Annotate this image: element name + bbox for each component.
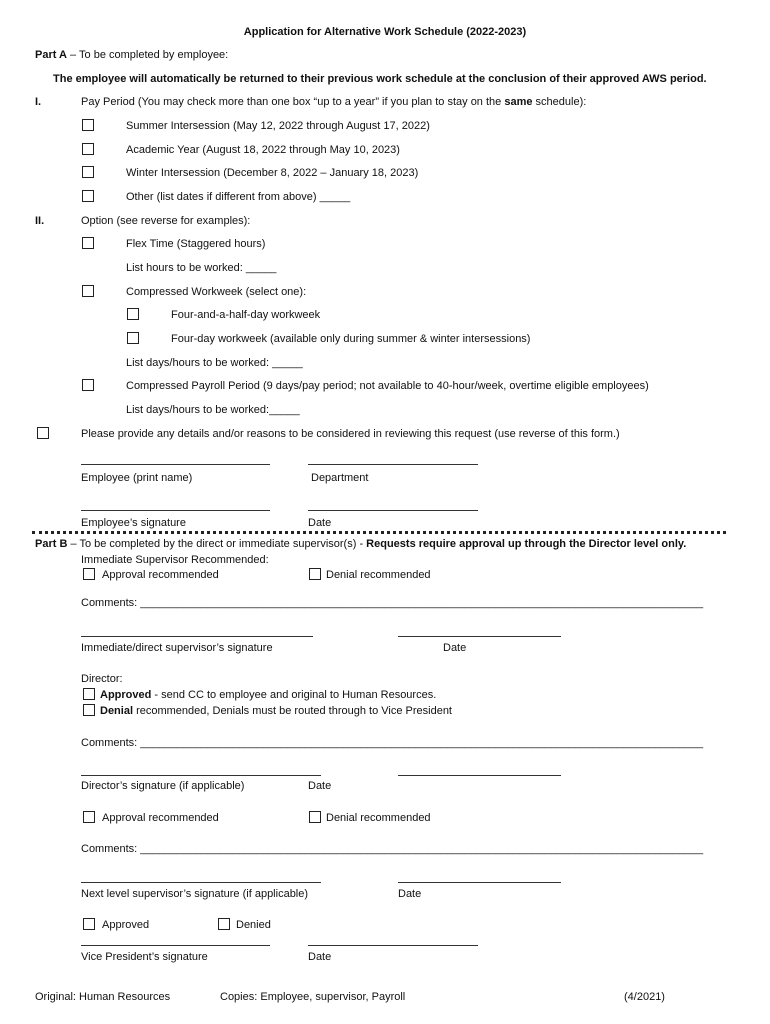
next-date-label: Date <box>398 888 422 900</box>
supervisor-signature-line[interactable] <box>81 636 313 637</box>
part-a-heading <box>35 48 228 62</box>
vp-denied-checkbox[interactable] <box>218 918 230 930</box>
part-b-approval-note: Requests require approval up through the Director level only. <box>366 538 687 550</box>
flex-time-checkbox[interactable] <box>82 237 94 249</box>
section-1-number: I. <box>35 96 42 108</box>
vp-date-label: Date <box>308 951 332 963</box>
next-approval-checkbox[interactable] <box>83 811 95 823</box>
next-denial-checkbox[interactable] <box>309 811 321 823</box>
supervisor-recommended-label: Immediate Supervisor Recommended: <box>81 554 269 566</box>
director-denial-bold: Denial <box>100 705 134 717</box>
supervisor-date-line[interactable] <box>398 636 561 637</box>
four-day-label: Four-day workweek (available only during summer & winter intersessions) <box>171 333 531 345</box>
footer-original: Original: Human Resources <box>35 991 171 1003</box>
director-signature-line[interactable] <box>81 775 321 776</box>
flex-hours-field[interactable]: List hours to be worked: _____ <box>126 262 277 274</box>
director-approved-label <box>100 688 436 702</box>
director-label: Director: <box>81 673 123 685</box>
department-label: Department <box>311 472 369 484</box>
employee-name-line[interactable] <box>81 464 270 465</box>
director-date-line[interactable] <box>398 775 561 776</box>
winter-intersession-checkbox[interactable] <box>82 166 94 178</box>
pay-period-label-a: Pay Period (You may check more than one box “up to a year” if you plan to stay on the <box>81 96 505 108</box>
compressed-workweek-checkbox[interactable] <box>82 285 94 297</box>
section-divider <box>32 531 726 534</box>
payroll-days-field[interactable]: List days/hours to be worked:_____ <box>126 404 300 416</box>
vp-approved-label: Approved <box>102 919 150 931</box>
vp-signature-label: Vice President’s signature <box>81 951 208 963</box>
vp-approved-checkbox[interactable] <box>83 918 95 930</box>
employee-signature-label: Employee’s signature <box>81 517 186 529</box>
four-half-day-checkbox[interactable] <box>127 308 139 320</box>
next-signature-label: Next level supervisor’s signature (if applicable) <box>81 888 309 900</box>
supervisor-denial-checkbox[interactable] <box>309 568 321 580</box>
supervisor-denial-label: Denial recommended <box>326 569 431 581</box>
supervisor-comments-field[interactable]: Comments: ____________________________________________________________________________________________ <box>81 597 704 609</box>
supervisor-approval-label: Approval recommended <box>102 569 219 581</box>
academic-year-checkbox[interactable] <box>82 143 94 155</box>
academic-year-label: Academic Year (August 18, 2022 through May 10, 2023) <box>126 144 400 156</box>
details-label: Please provide any details and/or reasons to be considered in reviewing this request (use reverse of this form.) <box>81 428 620 440</box>
vp-date-line[interactable] <box>308 945 478 946</box>
pay-period-label-b: schedule): <box>532 96 587 108</box>
department-line[interactable] <box>308 464 478 465</box>
next-denial-label: Denial recommended <box>326 812 431 824</box>
other-period-label: Other (list dates if different from above) _____ <box>126 191 351 203</box>
vp-signature-line[interactable] <box>81 945 270 946</box>
vp-denied-label: Denied <box>236 919 271 931</box>
aws-notice: The employee will automatically be returned to their previous work schedule at the conclusion of their approved AWS period. <box>53 73 707 85</box>
footer-copies: Copies: Employee, supervisor, Payroll <box>220 991 406 1003</box>
form-title: Application for Alternative Work Schedule (2022-2023) <box>243 26 527 38</box>
director-signature-label: Director’s signature (if applicable) <box>81 780 245 792</box>
part-a-instructions: – To be completed by employee: <box>67 49 229 61</box>
winter-intersession-label: Winter Intersession (December 8, 2022 – January 18, 2023) <box>126 167 419 179</box>
director-approved-bold: Approved <box>100 689 152 701</box>
employee-date-line[interactable] <box>308 510 478 511</box>
director-approved-text: - send CC to employee and original to Human Resources. <box>151 689 437 701</box>
supervisor-approval-checkbox[interactable] <box>83 568 95 580</box>
part-a-label: Part A <box>35 49 67 61</box>
employee-name-label: Employee (print name) <box>81 472 193 484</box>
part-b-heading <box>35 537 686 551</box>
compressed-days-field[interactable]: List days/hours to be worked: _____ <box>126 357 303 369</box>
compressed-payroll-checkbox[interactable] <box>82 379 94 391</box>
part-b-label: Part B <box>35 538 68 550</box>
flex-time-label: Flex Time (Staggered hours) <box>126 238 266 250</box>
four-half-day-label: Four-and-a-half-day workweek <box>171 309 321 321</box>
director-denial-label <box>100 704 452 718</box>
section-2-number: II. <box>35 215 45 227</box>
director-denial-checkbox[interactable] <box>83 704 95 716</box>
other-period-checkbox[interactable] <box>82 190 94 202</box>
summer-intersession-label: Summer Intersession (May 12, 2022 through August 17, 2022) <box>126 120 430 132</box>
director-comments-field[interactable]: Comments: ____________________________________________________________________________________________ <box>81 737 704 749</box>
pay-period-label-same: same <box>504 96 533 108</box>
director-denial-text: recommended, Denials must be routed through to Vice President <box>133 705 452 717</box>
part-b-instructions: – To be completed by the direct or immediate supervisor(s) - <box>67 538 367 550</box>
next-signature-line[interactable] <box>81 882 321 883</box>
four-day-checkbox[interactable] <box>127 332 139 344</box>
director-date-label: Date <box>308 780 332 792</box>
director-approved-checkbox[interactable] <box>83 688 95 700</box>
details-checkbox[interactable] <box>37 427 49 439</box>
next-date-line[interactable] <box>398 882 561 883</box>
compressed-payroll-label: Compressed Payroll Period (9 days/pay period; not available to 40-hour/week, overtime eligible employees) <box>126 380 649 392</box>
next-comments-field[interactable]: Comments: ____________________________________________________________________________________________ <box>81 843 704 855</box>
pay-period-label <box>81 95 586 109</box>
next-approval-label: Approval recommended <box>102 812 219 824</box>
supervisor-date-label: Date <box>443 642 467 654</box>
summer-intersession-checkbox[interactable] <box>82 119 94 131</box>
employee-signature-line[interactable] <box>81 510 270 511</box>
employee-date-label: Date <box>308 517 332 529</box>
supervisor-signature-label: Immediate/direct supervisor’s signature <box>81 642 273 654</box>
compressed-workweek-label: Compressed Workweek (select one): <box>126 286 307 298</box>
footer-revision: (4/2021) <box>624 991 665 1003</box>
option-label: Option (see reverse for examples): <box>81 215 251 227</box>
